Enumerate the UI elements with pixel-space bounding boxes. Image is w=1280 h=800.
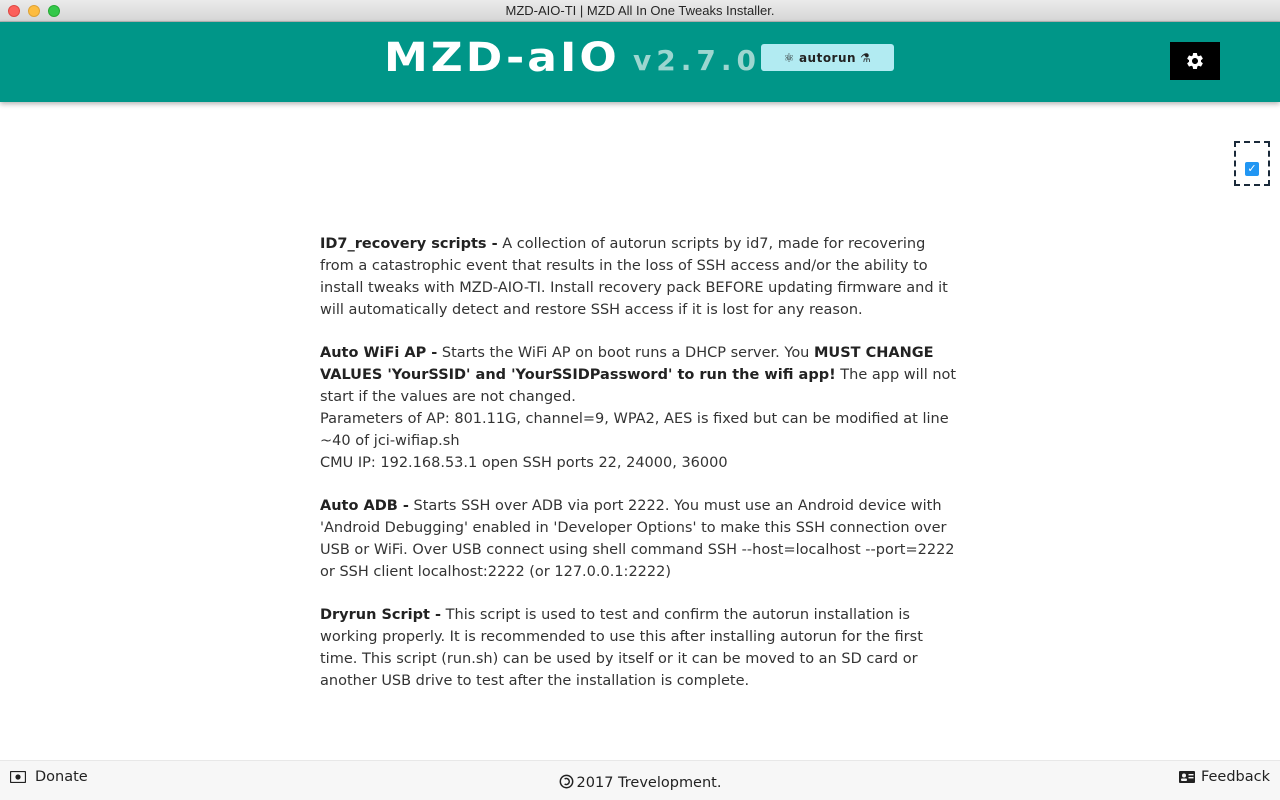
section-warning: MUST CHANGE VALUES 'YourSSID' and 'YourSSIDPassword' to run the wifi app! — [320, 345, 934, 383]
section-body-after: The app will not start if the values are not changed. — [320, 367, 957, 405]
section-dryrun-script — [320, 604, 960, 692]
donate-label: Donate — [35, 769, 88, 785]
contact-card-icon — [1179, 771, 1195, 783]
autorun-label: autorun — [798, 50, 857, 65]
section-title: Auto ADB - — [320, 498, 409, 514]
section-title: Dryrun Script - — [320, 607, 442, 623]
section-auto-wifi-ap — [320, 342, 960, 474]
copyright — [0, 774, 1280, 791]
copyleft-icon — [559, 774, 574, 789]
select-all-checkbox-container[interactable] — [1234, 141, 1270, 186]
section-title: ID7_recovery scripts - — [320, 236, 498, 252]
autorun-badge[interactable] — [761, 44, 894, 71]
window-titlebar — [0, 0, 1280, 22]
copyright-text: 2017 Trevelopment. — [576, 775, 722, 791]
section-body: Starts the WiFi AP on boot runs a DHCP server. You — [437, 345, 814, 361]
autorun-description — [320, 233, 960, 713]
app-footer — [0, 760, 1280, 800]
app-version: v2.7.0 — [633, 44, 761, 77]
app-header — [0, 22, 1280, 102]
ap-parameters: Parameters of AP: 801.11G, channel=9, WPA2, AES is fixed but can be modified at line ~40 of jci-wifiap.sh — [320, 411, 949, 449]
settings-button[interactable] — [1170, 42, 1220, 80]
gear-icon — [1185, 51, 1205, 71]
feedback-link[interactable] — [1179, 769, 1270, 785]
section-auto-adb — [320, 495, 960, 583]
cmu-ip: CMU IP: 192.168.53.1 open SSH ports 22, 24000, 36000 — [320, 455, 728, 471]
section-body: This script is used to test and confirm the autorun installation is working properly. It is recommended to use this after installing autorun for the first time. This script (run.sh) can be used by itself or it can be moved to an SD card or another USB drive to test after the installation is complete. — [320, 607, 923, 689]
app-logo: MZD-aIO — [384, 34, 620, 81]
atom-icon: ⚛ — [783, 50, 795, 65]
section-id7-recovery — [320, 233, 960, 321]
section-body: A collection of autorun scripts by id7, made for recovering from a catastrophic event that results in the loss of SSH access and/or the ability to install tweaks with MZD-AIO-TI. Install recovery pack BEFORE updating firmware and it will automatically detect and restore SSH access if it is lost for any reason. — [320, 236, 948, 318]
window-title: MZD-AIO-TI | MZD All In One Tweaks Installer. — [505, 3, 775, 18]
section-body: Starts SSH over ADB via port 2222. You must use an Android device with 'Android Debugging' enabled in 'Developer Options' to make this SSH connection over USB or WiFi. Over USB connect using shell command SSH --host=localhost --port=2222 or SSH client localhost:2222 (or 127.0.0.1:2222) — [320, 498, 955, 580]
feedback-label: Feedback — [1200, 769, 1270, 785]
flask-icon: ⚗ — [860, 50, 872, 65]
section-title: Auto WiFi AP - — [320, 345, 438, 361]
checkbox-checked[interactable]: ✓ — [1245, 162, 1259, 176]
